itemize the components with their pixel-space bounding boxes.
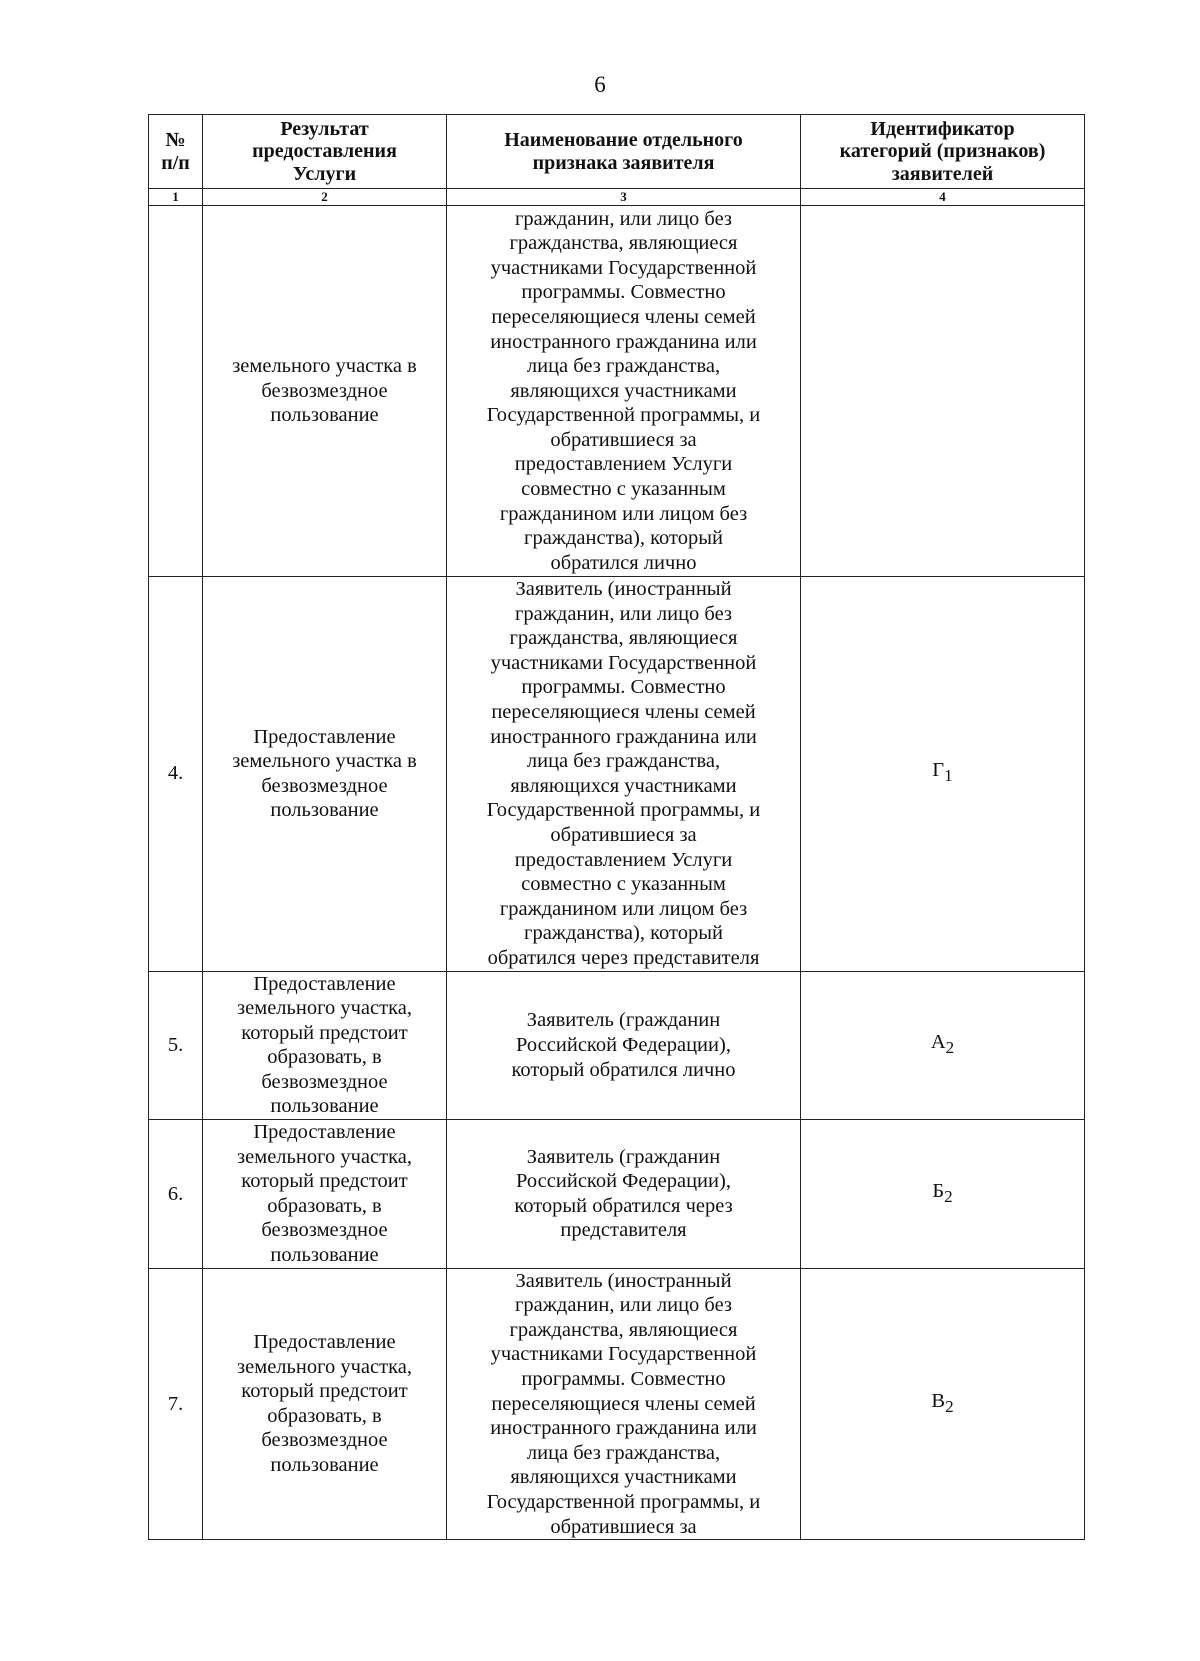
row-result: Предоставление земельного участка, который предстоит образовать, в безвозмездное пользование <box>203 1120 447 1269</box>
row-feature: гражданин, или лицо без гражданства, являющиеся участниками Государственной программы. Совместно переселяющиеся члены семей иностранного гражданина или лица без гражданства, являющихся участниками Государственной программы, и обратившиеся за предоставлением Услуги совместно с указанным гражданином или лицом без гражданства), который обратился лично <box>447 206 801 577</box>
header-result: Результат предоставления Услуги <box>203 115 447 189</box>
header-identifier: Идентификатор категорий (признаков) заявителей <box>801 115 1085 189</box>
row-feature: Заявитель (гражданин Российской Федерации), который обратился лично <box>447 971 801 1120</box>
row-feature: Заявитель (иностранный гражданин, или лицо без гражданства, являющиеся участниками Государственной программы. Совместно переселяющиеся члены семей иностранного гражданина или лица без гражданства, являющихся участниками Государственной программы, и обратившиеся за <box>447 1268 801 1540</box>
identifier-index: 2 <box>944 1186 953 1206</box>
column-number: 1 <box>149 189 203 206</box>
table-row <box>149 971 1085 1120</box>
table-row <box>149 206 1085 577</box>
row-result: Предоставление земельного участка, который предстоит образовать, в безвозмездное пользование <box>203 1268 447 1540</box>
identifier-index: 1 <box>944 766 953 786</box>
row-number: 7. <box>149 1268 203 1540</box>
row-identifier <box>801 206 1085 577</box>
row-feature: Заявитель (иностранный гражданин, или лицо без гражданства, являющиеся участниками Государственной программы. Совместно переселяющиеся члены семей иностранного гражданина или лица без гражданства, являющихся участниками Государственной программы, и обратившиеся за предоставлением Услуги совместно с указанным гражданином или лицом без гражданства), который обратился через представителя <box>447 577 801 972</box>
column-number: 3 <box>447 189 801 206</box>
header-number: № п/п <box>149 115 203 189</box>
row-number <box>149 206 203 577</box>
column-number: 4 <box>801 189 1085 206</box>
column-numbers-row <box>149 189 1085 206</box>
header-feature: Наименование отдельного признака заявителя <box>447 115 801 189</box>
identifier-index: 2 <box>945 1396 954 1416</box>
row-identifier <box>801 971 1085 1120</box>
table-row <box>149 1120 1085 1269</box>
row-result: Предоставление земельного участка в безвозмездное пользование <box>203 577 447 972</box>
row-identifier <box>801 577 1085 972</box>
row-identifier <box>801 1120 1085 1269</box>
identifier-letter: Б <box>932 1179 945 1202</box>
row-result: Предоставление земельного участка, который предстоит образовать, в безвозмездное пользование <box>203 971 447 1120</box>
identifier-letter: В <box>931 1389 946 1412</box>
identifier-letter: А <box>930 1030 946 1053</box>
row-number: 5. <box>149 971 203 1120</box>
row-identifier <box>801 1268 1085 1540</box>
row-result: земельного участка в безвозмездное пользование <box>203 206 447 577</box>
column-number: 2 <box>203 189 447 206</box>
table-header-row <box>149 115 1085 189</box>
row-number: 6. <box>149 1120 203 1269</box>
identifier-index: 2 <box>945 1038 955 1058</box>
identifier-letter: Г <box>932 759 945 782</box>
row-number: 4. <box>149 577 203 972</box>
table-row <box>149 1268 1085 1540</box>
page-number: 6 <box>594 72 606 97</box>
row-feature: Заявитель (гражданин Российской Федерации), который обратился через представителя <box>447 1120 801 1269</box>
table-row <box>149 577 1085 972</box>
applicant-categories-table <box>148 114 1085 1540</box>
